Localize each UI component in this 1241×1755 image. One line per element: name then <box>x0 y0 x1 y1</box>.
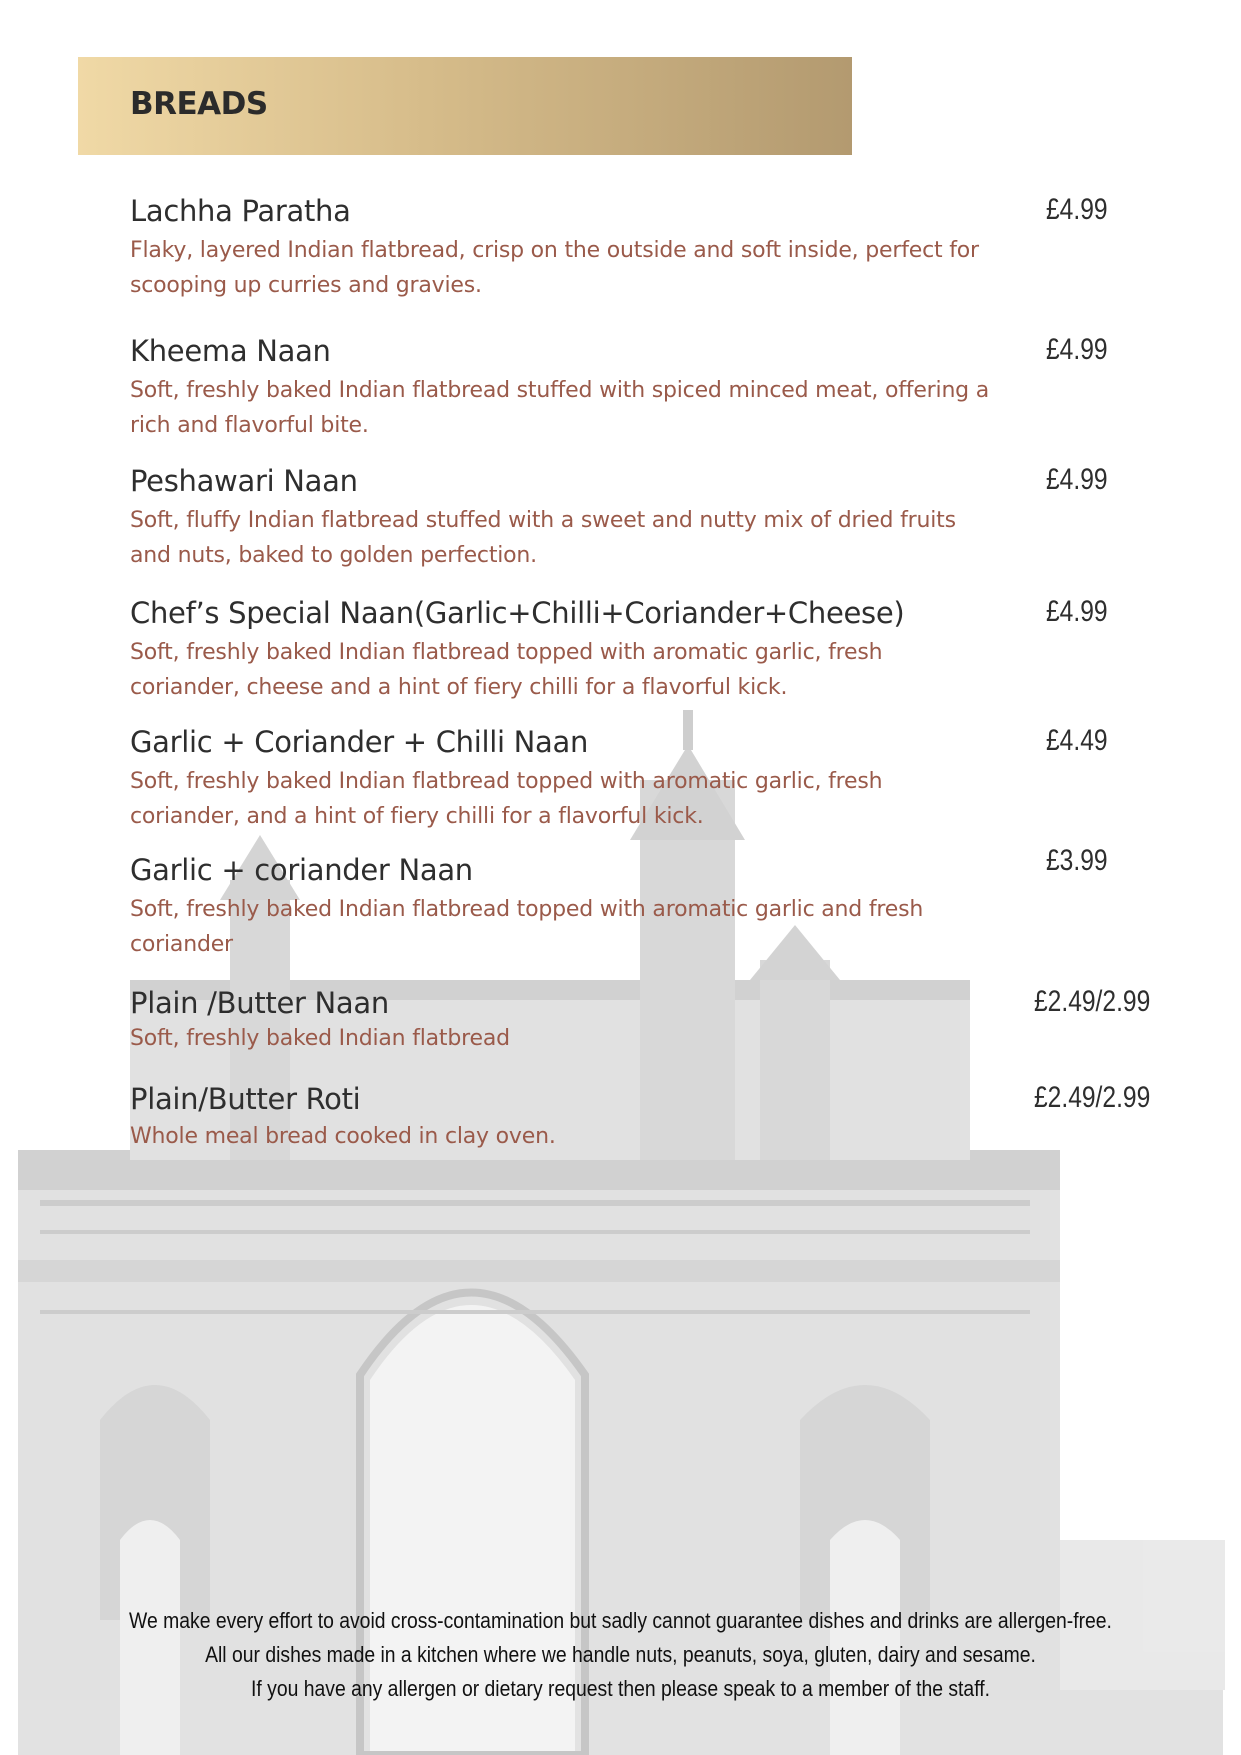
section-title: BREADS <box>130 86 268 122</box>
menu-item <box>130 193 1240 303</box>
menu-item-name: Plain/Butter Roti <box>130 1082 361 1116</box>
menu-item-name: Lachha Paratha <box>130 194 351 228</box>
menu-item-price: £2.49/2.99 <box>1034 985 1151 1018</box>
menu-item <box>130 985 1240 1056</box>
menu-item-price: £4.49 <box>1046 724 1108 757</box>
menu-item-description: Soft, freshly baked Indian flatbread topped with aromatic garlic, fresh coriander, cheese and a hint of fiery chilli for a flavorful kick. <box>130 640 883 700</box>
menu-item-description: Soft, freshly baked Indian flatbread topped with aromatic garlic, fresh coriander, and a hint of fiery chilli for a flavorful kick. <box>130 769 883 829</box>
menu-item <box>130 595 1240 705</box>
menu-item-description: Flaky, layered Indian flatbread, crisp on the outside and soft inside, perfect for scooping up curries and gravies. <box>130 238 979 298</box>
menu-item-name: Kheema Naan <box>130 334 331 368</box>
allergen-notice-line: If you have any allergen or dietary request then please speak to a member of the staff. <box>250 1676 990 1701</box>
menu-item-price: £4.99 <box>1046 463 1108 496</box>
menu-item-name: Plain /Butter Naan <box>130 986 389 1020</box>
menu-item <box>130 463 1240 573</box>
allergen-notice-line: All our dishes made in a kitchen where we handle nuts, peanuts, soya, gluten, dairy and sesame. <box>205 1642 1036 1667</box>
menu-item-name: Chef’s Special Naan(Garlic+Chilli+Coriander+Cheese) <box>130 596 905 630</box>
menu-item-price: £3.99 <box>1046 844 1108 877</box>
menu-item <box>130 1081 1240 1154</box>
menu-item-price: £4.99 <box>1046 193 1108 226</box>
allergen-notice-line: We make every effort to avoid cross-contamination but sadly cannot guarantee dishes and drinks are allergen-free. <box>129 1608 1112 1633</box>
menu-item-price: £2.49/2.99 <box>1034 1081 1151 1114</box>
menu-item-name: Garlic + coriander Naan <box>130 853 473 887</box>
menu-item-description: Soft, fluffy Indian flatbread stuffed with a sweet and nutty mix of dried fruits and nuts, baked to golden perfection. <box>130 508 956 568</box>
menu-item-description: Soft, freshly baked Indian flatbread <box>130 1026 510 1051</box>
allergen-notice <box>0 1604 1241 1706</box>
menu-item-price: £4.99 <box>1046 333 1108 366</box>
menu-item-description: Soft, freshly baked Indian flatbread stuffed with spiced minced meat, offering a rich and flavorful bite. <box>130 378 990 438</box>
menu-item-price: £4.99 <box>1046 595 1108 628</box>
menu-item <box>130 724 1240 834</box>
menu-item <box>130 333 1240 443</box>
menu-item-description: Soft, freshly baked Indian flatbread topped with aromatic garlic and fresh coriander <box>130 897 924 957</box>
menu-item-description: Whole meal bread cooked in clay oven. <box>130 1124 556 1149</box>
menu-item <box>130 844 1240 962</box>
menu-item-name: Garlic + Coriander + Chilli Naan <box>130 725 589 759</box>
menu-item-name: Peshawari Naan <box>130 464 358 498</box>
